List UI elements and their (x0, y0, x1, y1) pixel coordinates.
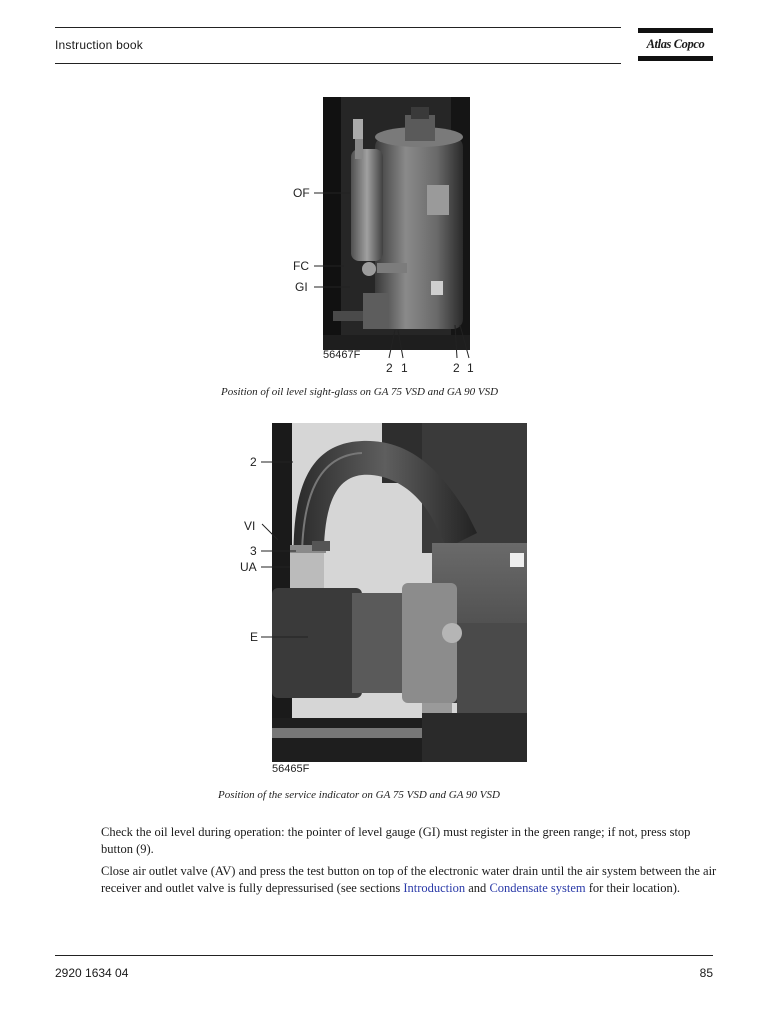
figure2-image-number: 56465F (272, 763, 310, 775)
label-left-2: 2 (386, 361, 393, 375)
footer-document-number: 2920 1634 04 (55, 966, 129, 980)
para2-text-start: Close air outlet valve (AV) and press the test button on top of the electronic water drain until the air system between the air receiver and outlet valve is fully depressurised (see sections (101, 864, 717, 895)
figure2-caption: Position of the service indicator on GA 75 VSD and GA 90 VSD (218, 789, 500, 801)
header-title: Instruction book (55, 38, 143, 52)
paragraph-close-outlet-valve (101, 863, 721, 896)
label-ua: UA (240, 560, 257, 574)
footer-rule (55, 955, 713, 956)
figure2-leader-lines (0, 400, 768, 780)
para2-text-and: and (465, 880, 490, 895)
link-introduction[interactable]: Introduction (403, 880, 466, 895)
label-e: E (250, 630, 259, 644)
para2-text-end: for their location). (585, 880, 681, 895)
label-fc: FC (293, 259, 309, 273)
label-left-1: 1 (401, 361, 408, 375)
label-right-1: 1 (467, 361, 474, 375)
paragraph-check-oil-level: Check the oil level during operation: the pointer of level gauge (GI) must register in the green range; if not, press stop button (9). (101, 825, 691, 856)
label-right-2: 2 (453, 361, 460, 375)
figure1-image-number: 56467F (323, 349, 361, 361)
label-of: OF (293, 186, 310, 200)
figure1-leader-lines (0, 0, 768, 400)
label-3: 3 (250, 544, 257, 558)
logo-wordmark: Atlas Copco (646, 37, 705, 51)
link-condensate-system[interactable]: Condensate system (489, 880, 586, 895)
figure1-caption: Position of oil level sight-glass on GA 75 VSD and GA 90 VSD (221, 386, 499, 398)
label-gi: GI (295, 280, 308, 294)
footer-page-number: 85 (699, 966, 713, 980)
label-2: 2 (250, 455, 257, 469)
label-vi: VI (244, 519, 256, 533)
